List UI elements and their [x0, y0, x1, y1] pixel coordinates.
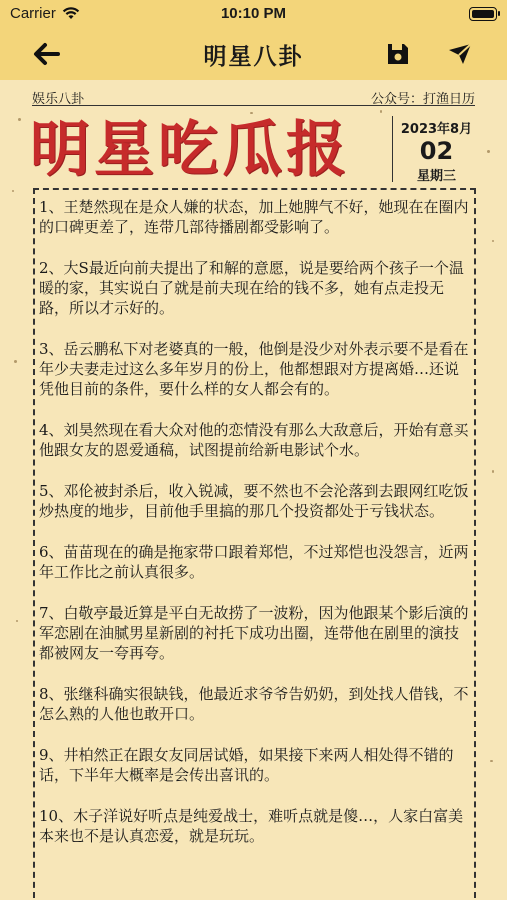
send-icon — [447, 42, 473, 66]
news-item: 4、刘昊然现在看大众对他的恋情没有那么大敌意后，开始有意买他跟女友的恩爱通稿，试图提前给新电影试个水。 — [39, 421, 469, 459]
year-month: 2023年8月 — [400, 122, 473, 137]
day-number: 02 — [419, 137, 454, 165]
paper-speck — [250, 112, 253, 114]
news-item: 2、大S最近向前夫提出了和解的意愿，说是要给两个孩子一个温暖的家，其实说白了就是前夫现在给的钱不多，她有点走投无路，所以才示好的。 — [39, 259, 464, 317]
news-item: 5、邓伦被封杀后，收入锐减，要不然也不会沦落到去跟网红吃饭炒热度的地步，目前他手里搞的那几个投资都处于亏钱状态。 — [39, 482, 469, 520]
carrier-label: Carrier — [10, 5, 56, 22]
battery-icon — [469, 7, 497, 21]
paper-speck — [487, 150, 490, 153]
news-content[interactable] — [33, 188, 476, 900]
paper-speck — [492, 470, 494, 473]
share-button[interactable] — [444, 38, 476, 70]
nav-bar — [0, 28, 507, 80]
paper-speck — [490, 760, 493, 762]
paper-speck — [380, 110, 382, 113]
status-bar — [0, 0, 507, 28]
date-block — [392, 116, 480, 182]
paper-speck — [18, 118, 21, 121]
clock: 10:10 PM — [220, 5, 287, 22]
news-item: 8、张继科确实很缺钱，他最近求爷爷告奶奶，到处找人借钱，不怎么熟的人他也敢开口。 — [39, 685, 469, 723]
source-label: 公众号：打渔日历 — [370, 92, 475, 107]
page-title: 明星八卦 — [203, 44, 304, 70]
paper-speck — [492, 240, 494, 242]
paper-speck — [14, 360, 17, 363]
paper-speck — [12, 190, 14, 192]
news-item: 6、苗苗现在的确是拖家带口跟着郑恺，不过郑恺也没怨言，近两年工作比之前认真很多。 — [39, 543, 469, 581]
news-item: 3、岳云鹏私下对老婆真的一般，他倒是没少对外表示要不是看在年少夫妻走过这么多年岁月的份上，他都想跟对方提离婚…还说凭他目前的条件，要什么样的女人都会有的。 — [39, 340, 469, 398]
paper-speck — [16, 620, 18, 622]
news-item: 10、木子洋说好听点是纯爱战士，难听点就是傻…，人家白富美本来也不是认真恋爱，就是玩玩。 — [39, 807, 464, 845]
floppy-disk-icon — [386, 42, 410, 66]
save-button[interactable] — [382, 38, 414, 70]
news-item: 9、井柏然正在跟女友同居试婚，如果接下来两人相处得不错的话，下半年大概率是会传出喜讯的。 — [39, 746, 454, 784]
news-item: 1、王楚然现在是众人嫌的状态，加上她脾气不好，她现在在圈内的口碑更差了，连带几部待播剧都受影响了。 — [39, 198, 469, 236]
section-label: 娱乐八卦 — [32, 92, 85, 107]
news-item: 7、白敬亭最近算是平白无故捞了一波粉，因为他跟某个影后演的军恋剧在油腻男星新剧的衬托下成功出圈，连带他在剧里的演技都被网友一夸再夸。 — [39, 604, 469, 662]
weekday: 星期三 — [416, 169, 456, 184]
newspaper-name: 明星吃瓜报 — [30, 115, 350, 185]
masthead-row — [32, 88, 475, 106]
